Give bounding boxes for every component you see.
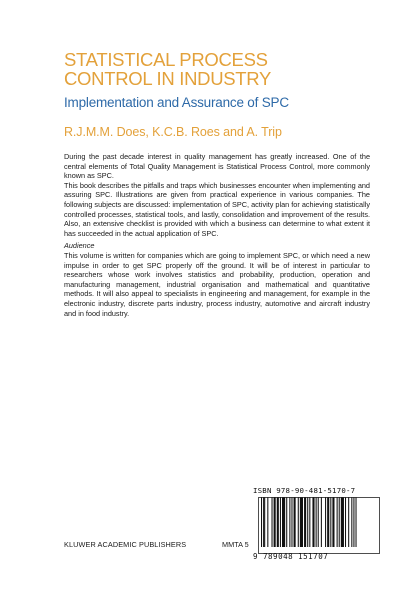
barcode-bar bbox=[263, 497, 264, 547]
barcode-bar bbox=[321, 497, 322, 547]
audience-text: This volume is written for companies which are going to implement SPC, or which need a new impulse in order to get SPC properly off the ground. It will be of interest in particular to researchers whose work involves statistics and probability, production, operation and manufacturing management, industrial organisation and mathematical and quantitative methods. It will also appeal to specialists in engineering and management, for example in the electronic industry, discrete parts industry, process industry, automotive and aircraft industry and in food industry. bbox=[64, 250, 370, 318]
publisher-name: KLUWER ACADEMIC PUBLISHERS bbox=[64, 540, 187, 549]
title-line-1: STATISTICAL PROCESS bbox=[64, 49, 268, 70]
blurb bbox=[64, 152, 370, 318]
barcode-bar bbox=[267, 497, 268, 547]
barcode-bar bbox=[325, 497, 326, 547]
barcode-digits: 9 789048 151707 bbox=[253, 552, 329, 561]
barcode-frame bbox=[259, 498, 380, 554]
barcode-bar bbox=[291, 497, 292, 547]
barcode-bar bbox=[309, 497, 310, 547]
isbn-label: ISBN 978-90-481-5170-7 bbox=[253, 486, 356, 495]
barcode-bar bbox=[307, 497, 308, 547]
barcode-bar bbox=[312, 497, 314, 547]
barcode-bar bbox=[272, 497, 273, 547]
barcode-bar bbox=[304, 497, 306, 547]
barcode-bar bbox=[327, 497, 329, 547]
audience-heading: Audience bbox=[64, 241, 95, 251]
book-title bbox=[64, 50, 364, 88]
book-authors: R.J.M.M. Does, K.C.B. Roes and A. Trip bbox=[64, 125, 282, 139]
book-subtitle: Implementation and Assurance of SPC bbox=[64, 95, 289, 110]
barcode-bar bbox=[332, 497, 334, 547]
barcode-bar bbox=[261, 497, 262, 547]
barcode-bar bbox=[337, 497, 338, 547]
barcode-bar bbox=[298, 497, 299, 547]
barcode-bar bbox=[277, 497, 279, 547]
barcode-bar bbox=[274, 497, 276, 547]
barcode-bar bbox=[280, 497, 281, 547]
barcode-bar bbox=[316, 497, 317, 547]
barcode-bar bbox=[318, 497, 319, 547]
blurb-paragraph-2: This book describes the pitfalls and traps which businesses encounter when implementing and assuring SPC. Illustrations are given from practical experience in various companies. The following subjects are discussed: implementation of SPC, activity plan for achieving statistically controlled processes, statistical tools, and lastly, consolidation and improvement of the results. Also, an extensive checklist is provided with which a business can determine to what extent it has succeeded in the actual application of SPC. bbox=[64, 180, 370, 238]
barcode-bar bbox=[289, 497, 290, 547]
barcode-bar bbox=[264, 497, 265, 547]
blurb-paragraph-1: During the past decade interest in quality management has greatly increased. One of the central elements of Total Quality Management is Statistical Process Control, more commonly known as SPC. bbox=[64, 152, 370, 181]
barcode-bar bbox=[286, 497, 287, 547]
barcode-graphic bbox=[258, 497, 380, 554]
barcode-bar bbox=[353, 497, 354, 547]
barcode-bar bbox=[294, 497, 296, 547]
title-line-2: CONTROL IN INDUSTRY bbox=[64, 68, 272, 89]
barcode-bar bbox=[356, 497, 357, 547]
barcode-bar bbox=[330, 497, 331, 547]
barcode-bar bbox=[348, 497, 349, 547]
series-code: MMTA 5 bbox=[222, 540, 249, 549]
barcode-bar bbox=[300, 497, 303, 547]
barcode-bar bbox=[282, 497, 285, 547]
barcode-bar bbox=[345, 497, 346, 547]
barcode bbox=[258, 497, 380, 554]
barcode-bar bbox=[341, 497, 344, 547]
barcode-bar bbox=[339, 497, 340, 547]
barcode-bar bbox=[351, 497, 352, 547]
